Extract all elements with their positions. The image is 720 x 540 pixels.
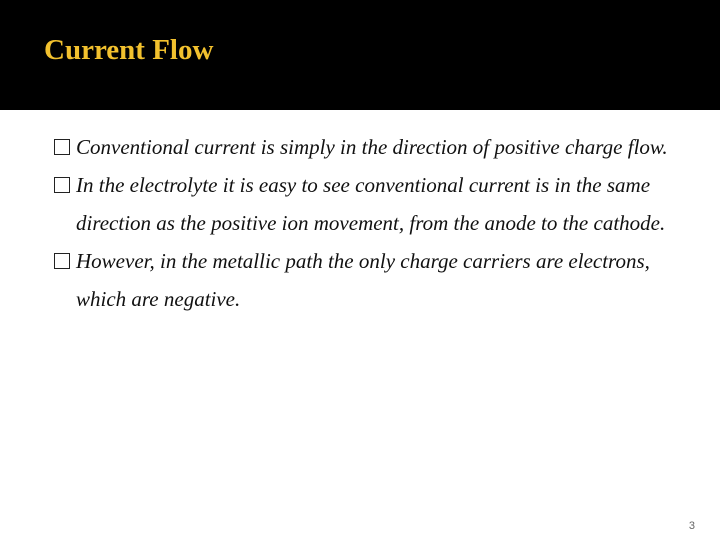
bullet-item-2 xyxy=(52,166,692,242)
slide-title: Current Flow xyxy=(44,34,214,66)
bullet-list xyxy=(52,128,692,318)
bullet-item-1 xyxy=(52,128,692,166)
bullet-text-2: In the electrolyte it is easy to see conventional current is in the same direction as the positive ion movement, from the anode to the cathode. xyxy=(76,173,666,235)
bullet-item-3 xyxy=(52,242,692,318)
title-bar xyxy=(0,0,720,110)
missing-glyph-square-icon xyxy=(54,139,70,155)
missing-glyph-square-icon xyxy=(54,253,70,269)
page-number: 3 xyxy=(688,520,695,532)
bullet-text-3: However, in the metallic path the only charge carriers are electrons, which are negative. xyxy=(76,249,650,311)
bullet-text-1: Conventional current is simply in the direction of positive charge flow. xyxy=(76,135,668,159)
missing-glyph-square-icon xyxy=(54,177,70,193)
